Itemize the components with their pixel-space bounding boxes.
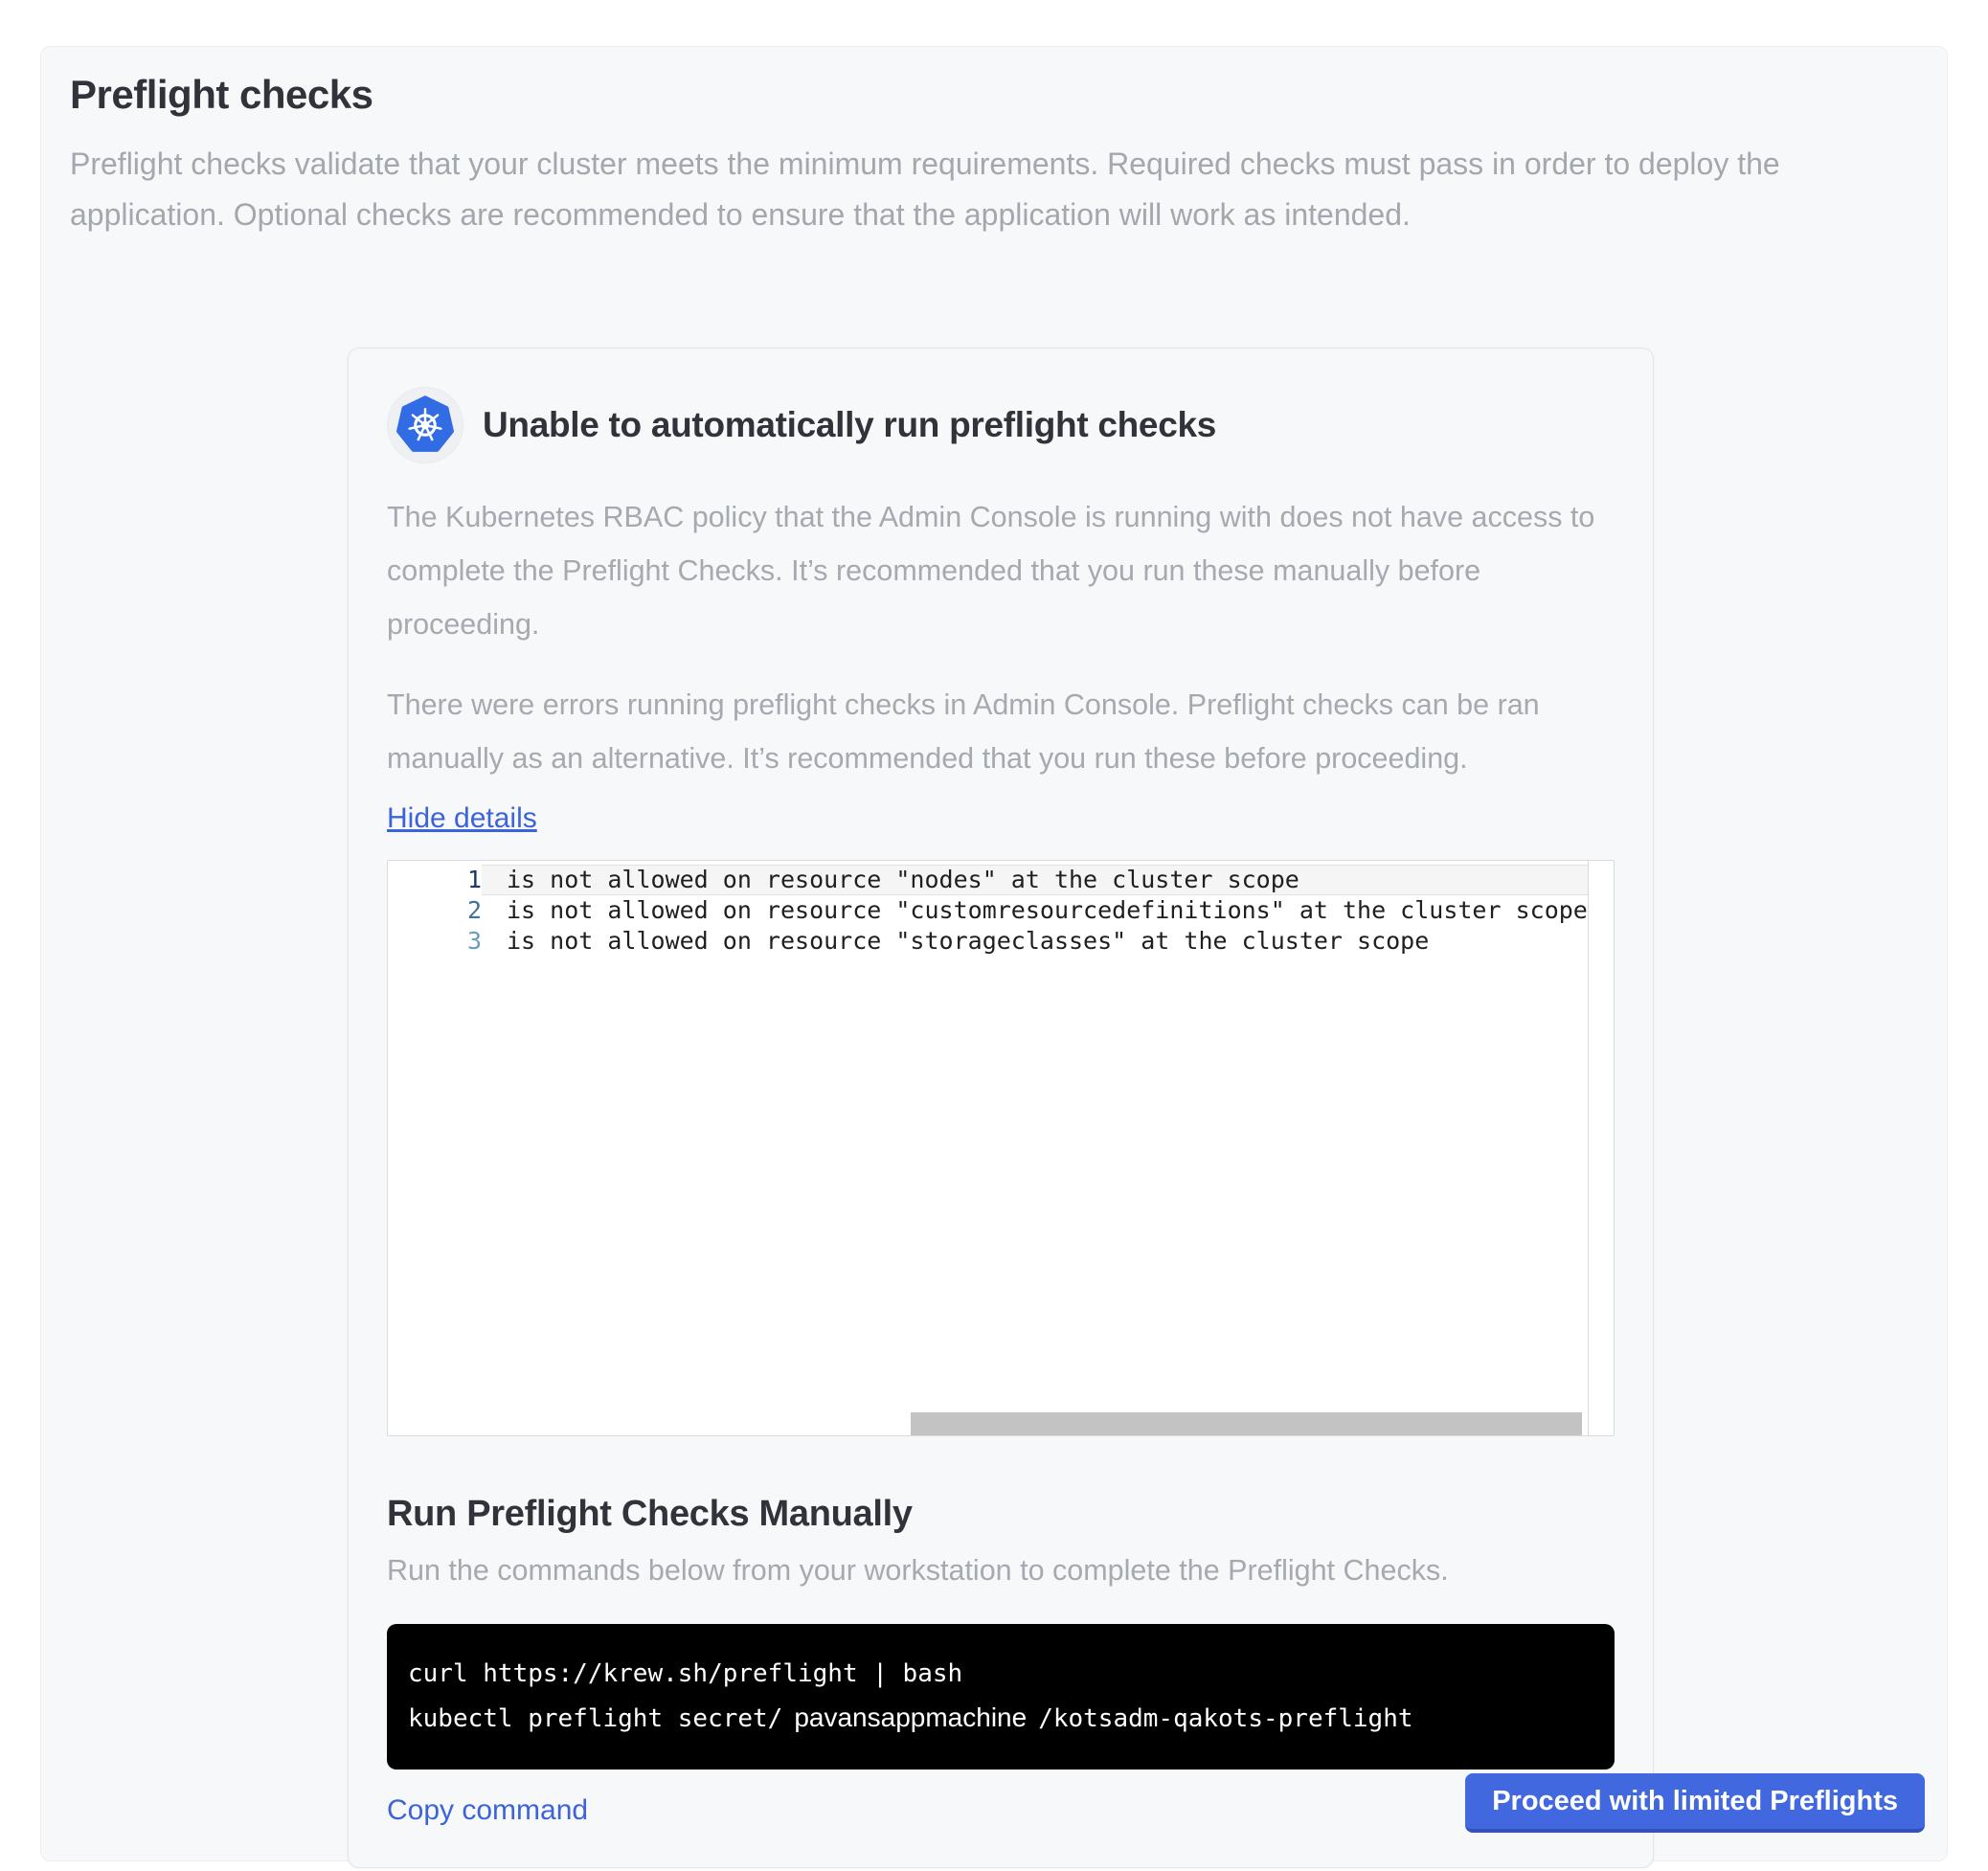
card-header [387,387,1615,463]
hide-details-link[interactable]: Hide details [387,802,537,834]
rbac-paragraph: The Kubernetes RBAC policy that the Admin Console is running with does not have access to complete the Preflight Checks. It’s recommended that you run these manually before proceeding. [387,501,1595,641]
command-prefix: kubectl preflight secret/ [408,1704,783,1733]
command-line-2 [408,1696,1586,1741]
secret-name: pavansappmachine [794,1702,1028,1732]
command-suffix: /kotsadm-qakots-preflight [1038,1704,1413,1733]
line-number: 2 [466,896,482,924]
line-text: is not allowed on resource "nodes" at the cluster scope [482,865,1588,895]
manual-section-heading: Run Preflight Checks Manually [387,1494,913,1534]
copy-command-link[interactable]: Copy command [387,1794,589,1826]
manual-section-description: Run the commands below from your workstation to complete the Preflight Checks. [387,1554,1449,1587]
log-line [388,865,1588,895]
vertical-scrollbar-track[interactable] [1588,861,1614,1435]
line-text: is not allowed on resource "customresourcedefinitions" at the cluster scope [507,896,1588,924]
page-description: Preflight checks validate that your cluster meets the minimum requirements. Required checks must pass in order to deploy the application. Optional checks are recommended to ensure that the application will work as intended. [70,147,1780,232]
errors-paragraph: There were errors running preflight checks in Admin Console. Preflight checks can be ran manually as an alternative. It’s recommended that you run these before proceeding. [387,688,1540,775]
log-line [388,895,1588,926]
line-number: 3 [466,927,482,955]
command-block [387,1624,1615,1770]
editor-rows [388,861,1588,957]
page-title: Preflight checks [70,72,373,117]
preflight-error-card [348,348,1654,1868]
line-number: 1 [466,866,482,893]
command-line-1: curl https://krew.sh/preflight | bash [408,1659,963,1688]
error-log-editor[interactable] [387,860,1615,1436]
card-heading: Unable to automatically run preflight checks [483,405,1217,444]
kubernetes-icon [387,387,463,463]
horizontal-scrollbar-thumb[interactable] [911,1412,1582,1435]
line-text: is not allowed on resource "storageclasses" at the cluster scope [507,927,1430,955]
proceed-button[interactable]: Proceed with limited Preflights [1465,1773,1925,1833]
preflight-panel [40,46,1948,1861]
log-line [388,926,1588,957]
